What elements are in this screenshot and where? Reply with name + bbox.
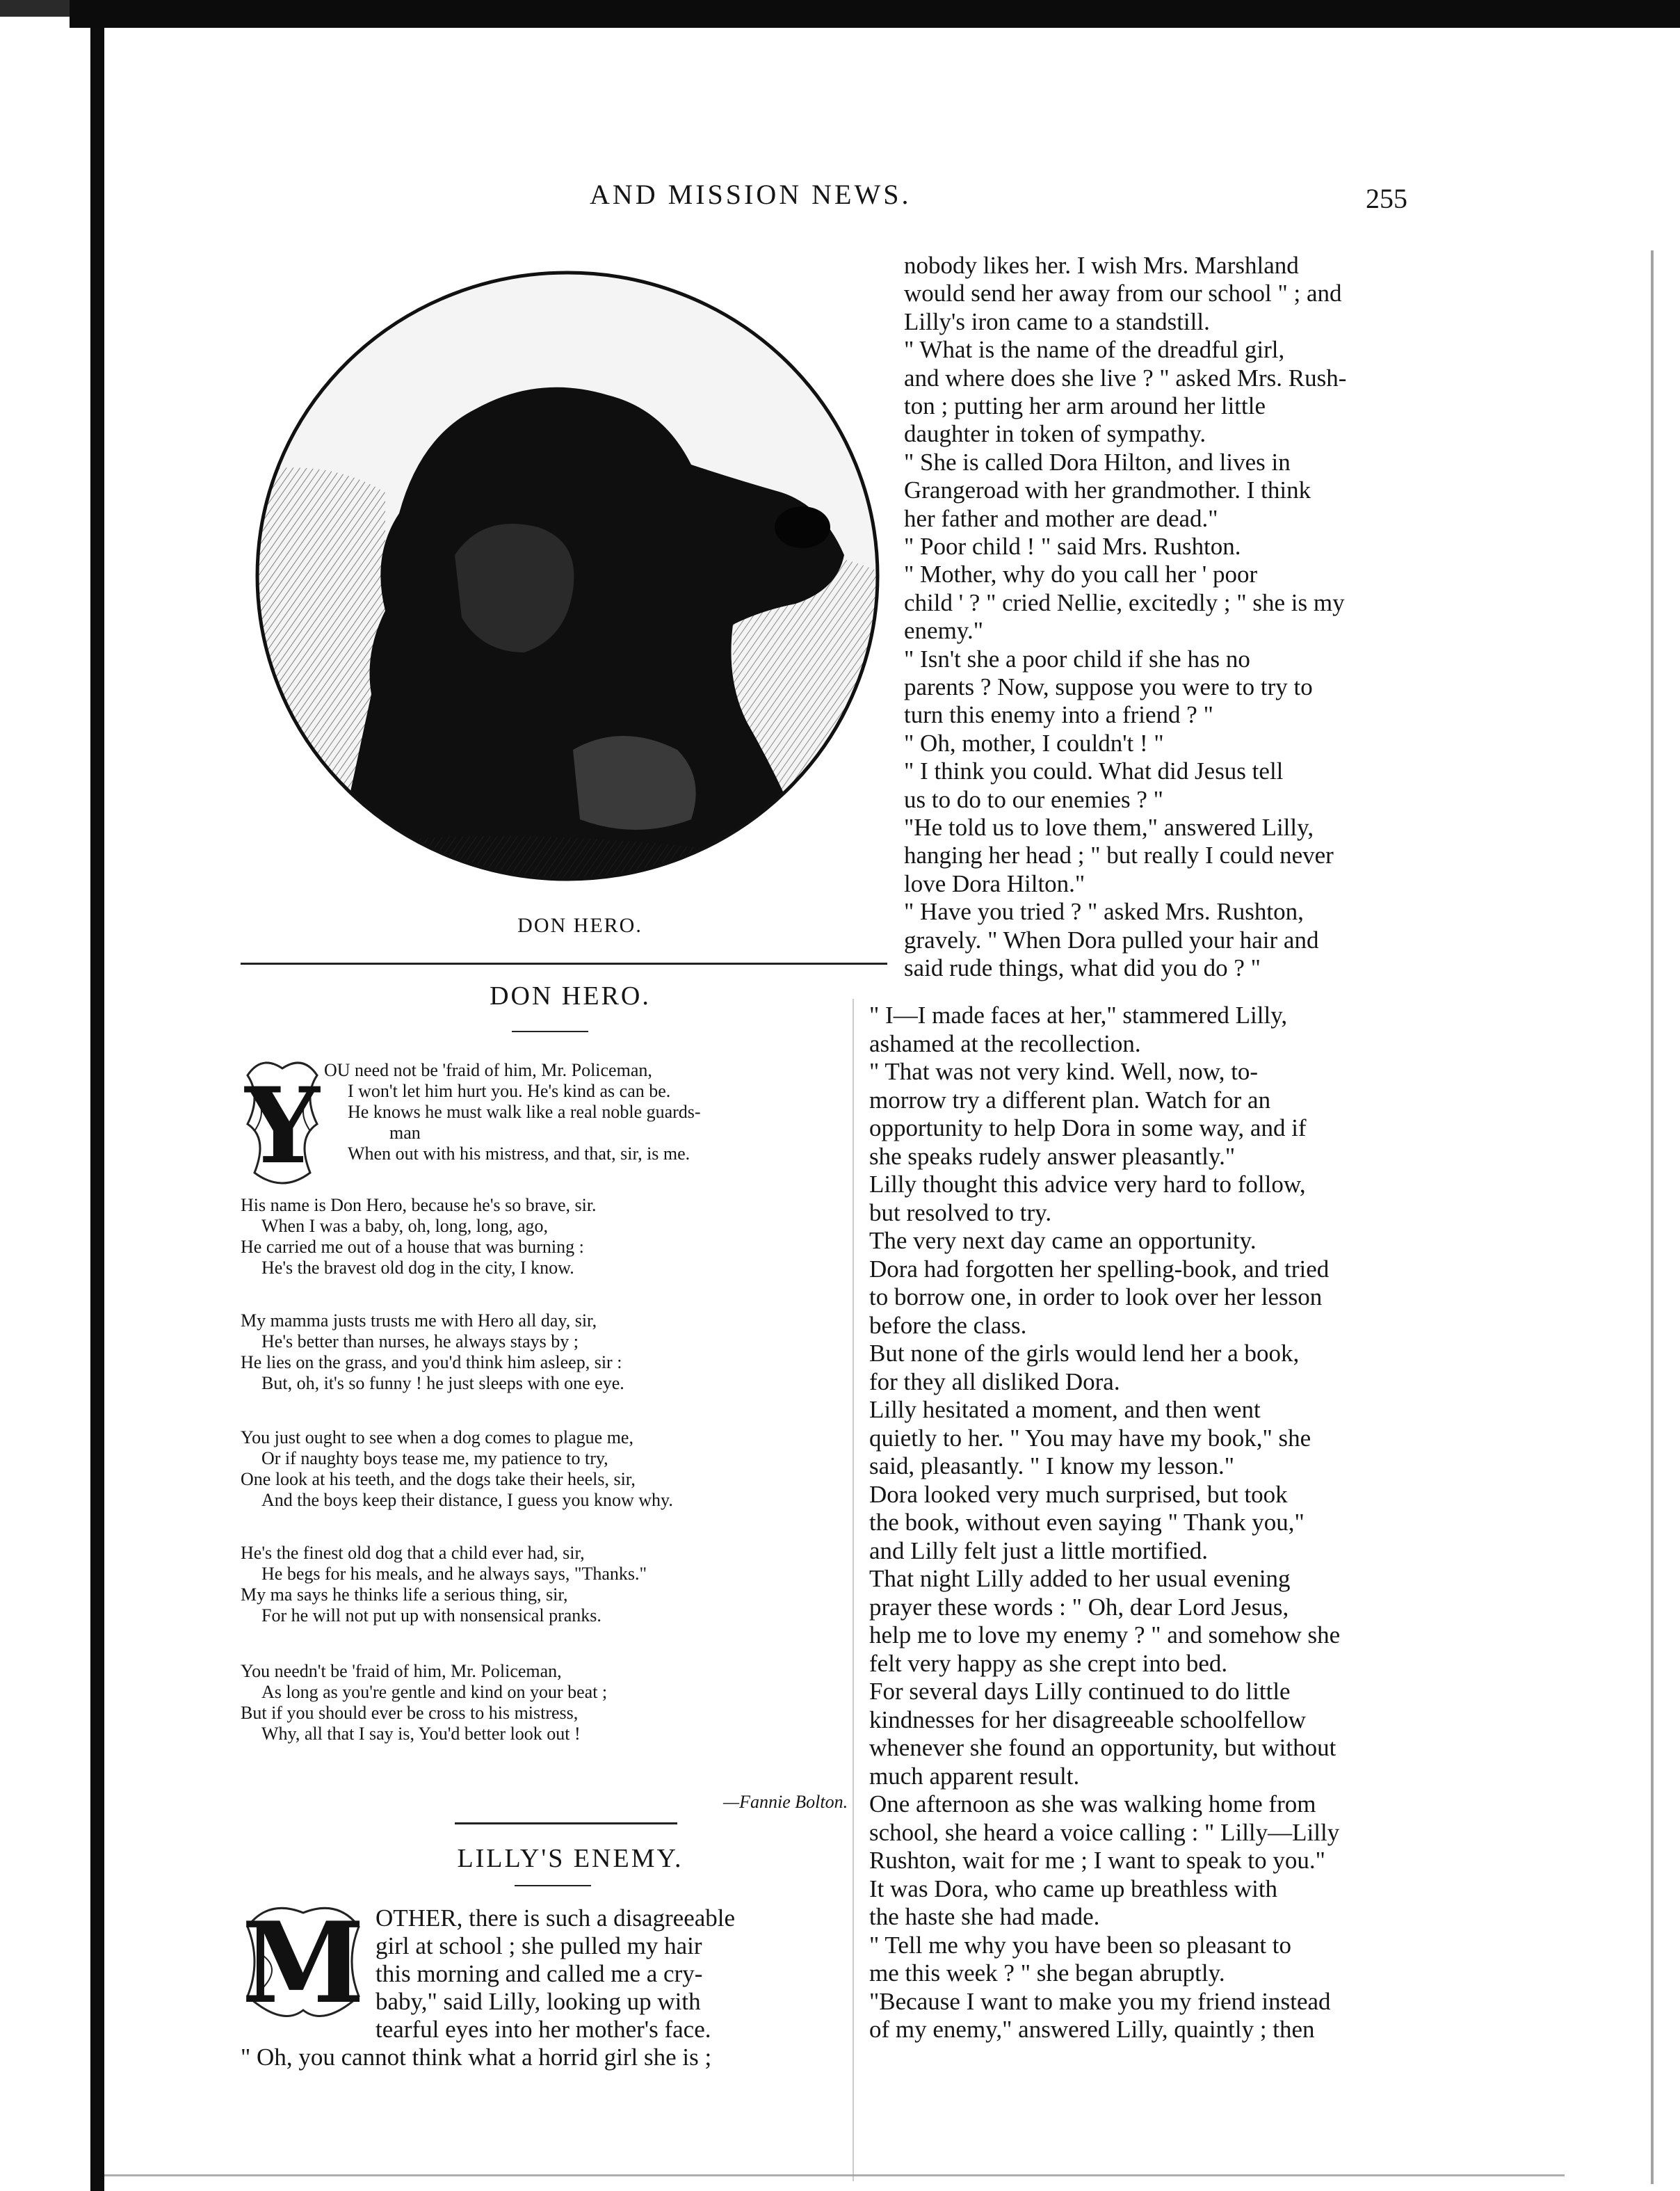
text-line: The very next day came an opportunity.	[869, 1227, 1257, 1254]
running-head: AND MISSION NEWS.	[590, 179, 912, 210]
poem-line: For he will not put up with nonsensical pranks.	[261, 1605, 601, 1626]
text-line: girl at school ; she pulled my hair	[375, 1932, 702, 1959]
text-line: much apparent result.	[869, 1762, 1080, 1790]
text-line: daughter in token of sympathy.	[904, 420, 1206, 448]
text-line: " Poor child ! " said Mrs. Rushton.	[904, 533, 1241, 560]
text-line: us to do to our enemies ? "	[904, 785, 1163, 813]
text-line: " Isn't she a poor child if she has no	[904, 645, 1250, 673]
text-line: " What is the name of the dreadful girl,	[904, 336, 1285, 364]
poem-line: He begs for his meals, and he always says, "Thanks."	[261, 1564, 647, 1584]
text-line: kindnesses for her disagreeable schoolfellow	[869, 1706, 1306, 1733]
text-line: For several days Lilly continued to do little	[869, 1678, 1291, 1705]
poem-line: When I was a baby, oh, long, long, ago,	[261, 1216, 549, 1236]
text-line: "He told us to love them," answered Lilly,	[904, 814, 1314, 841]
text-line: opportunity to help Dora in some way, and if	[869, 1114, 1307, 1141]
text-line: baby," said Lilly, looking up with	[375, 1988, 701, 2015]
text-line: "Because I want to make you my friend instead	[869, 1987, 1331, 2015]
text-line: " Oh, you cannot think what a horrid girl she is ;	[241, 2044, 712, 2071]
text-line: the haste she had made.	[869, 1903, 1100, 1930]
binding-edge	[90, 28, 104, 2191]
text-line: " I—I made faces at her," stammered Lilly,	[869, 1002, 1288, 1029]
section-rule	[241, 963, 887, 965]
text-line: Lilly thought this advice very hard to follow,	[869, 1171, 1306, 1198]
text-line: she speaks rudely answer pleasantly."	[869, 1142, 1236, 1170]
page-edge-top	[70, 0, 1680, 28]
poem-line: As long as you're gentle and kind on your beat ;	[261, 1682, 608, 1702]
poem-line: You just ought to see when a dog comes to plague me,	[241, 1427, 633, 1447]
poem-line: But if you should ever be cross to his mistress,	[241, 1703, 579, 1723]
poem-line: He lies on the grass, and you'd think him asleep, sir :	[241, 1352, 622, 1372]
text-line: said rude things, what did you do ? "	[904, 954, 1261, 981]
text-line: Dora had forgotten her spelling-book, and tried	[869, 1255, 1330, 1283]
story-dropcap: M	[241, 1897, 365, 2028]
poem-line: I won't let him hurt you. He's kind as can be.	[348, 1081, 671, 1101]
text-line: me this week ? " she began abruptly.	[869, 1959, 1225, 1987]
text-line: this morning and called me a cry-	[375, 1960, 703, 1987]
text-line: her father and mother are dead."	[904, 504, 1218, 532]
page-number: 255	[1366, 183, 1407, 214]
poem-title: DON HERO.	[490, 981, 651, 1011]
page-edge-bottom	[104, 2174, 1565, 2176]
poem-author: —Fannie Bolton.	[723, 1792, 848, 1812]
text-line: Dora looked very much surprised, but took	[869, 1480, 1288, 1508]
column-divider	[853, 999, 854, 2181]
text-line: felt very happy as she crept into bed.	[869, 1649, 1228, 1677]
text-line: turn this enemy into a friend ? "	[904, 701, 1213, 729]
poem-line: His name is Don Hero, because he's so brave, sir.	[241, 1195, 597, 1215]
dog-portrait-icon	[246, 263, 889, 889]
text-line: the book, without even saying " Thank you,"	[869, 1509, 1305, 1536]
text-line: for they all disliked Dora.	[869, 1367, 1120, 1395]
poem-line: He's better than nurses, he always stays by ;	[261, 1331, 579, 1351]
text-line: of my enemy," answered Lilly, quaintly ; then	[869, 2016, 1315, 2043]
text-line: to borrow one, in order to look over her lesson	[869, 1283, 1323, 1310]
text-line: and where does she live ? " asked Mrs. Rush-	[904, 364, 1347, 392]
text-line: help me to love my enemy ? " and somehow she	[869, 1621, 1341, 1648]
story-title: LILLY'S ENEMY.	[457, 1844, 684, 1873]
poem-line: My ma says he thinks life a serious thing, sir,	[241, 1584, 568, 1605]
poem-line: When out with his mistress, and that, sir, is me.	[348, 1143, 690, 1164]
text-line: child ' ? " cried Nellie, excitedly ; " she is my	[904, 588, 1345, 616]
text-line: hanging her head ; " but really I could never	[904, 842, 1334, 869]
title-rule	[515, 1885, 591, 1886]
poem-line: And the boys keep their distance, I guess you know why.	[261, 1490, 673, 1510]
poem-line: But, oh, it's so funny ! he just sleeps with one eye.	[261, 1373, 624, 1393]
illustration-caption: DON HERO.	[517, 914, 643, 937]
text-line: love Dora Hilton."	[904, 869, 1085, 897]
text-line: parents ? Now, suppose you were to try to	[904, 673, 1313, 700]
poem-line: My mamma justs trusts me with Hero all day, sir,	[241, 1310, 597, 1331]
text-line: said, pleasantly. " I know my lesson."	[869, 1452, 1234, 1479]
text-line: prayer these words : " Oh, dear Lord Jesus,	[869, 1593, 1289, 1621]
text-line: It was Dora, who came up breathless with	[869, 1875, 1278, 1902]
text-line: Lilly hesitated a moment, and then went	[869, 1396, 1261, 1423]
text-line: school, she heard a voice calling : " Lilly—Lilly	[869, 1818, 1340, 1846]
text-line: Rushton, wait for me ; I want to speak to you."	[869, 1847, 1325, 1874]
text-line: would send her away from our school " ; and	[904, 280, 1342, 307]
text-line: and Lilly felt just a little mortified.	[869, 1536, 1208, 1564]
text-line: " She is called Dora Hilton, and lives in	[904, 448, 1291, 476]
text-line: OTHER, there is such a disagreeable	[375, 1904, 736, 1932]
text-line: but resolved to try.	[869, 1198, 1052, 1226]
text-line: " I think you could. What did Jesus tell	[904, 757, 1284, 785]
text-line: " Tell me why you have been so pleasant to	[869, 1931, 1292, 1959]
poem-line: man	[389, 1123, 421, 1143]
text-line: Lilly's iron came to a standstill.	[904, 307, 1210, 335]
text-line: enemy."	[904, 617, 984, 645]
text-line: " Oh, mother, I couldn't ! "	[904, 729, 1164, 757]
poem-line: He's the bravest old dog in the city, I know.	[261, 1258, 574, 1278]
text-line: Grangeroad with her grandmother. I think	[904, 476, 1311, 504]
section-rule	[455, 1822, 677, 1824]
text-line: " That was not very kind. Well, now, to-	[869, 1058, 1259, 1085]
text-line: quietly to her. " You may have my book," she	[869, 1424, 1311, 1452]
poem-line: Why, all that I say is, You'd better look out !	[261, 1724, 581, 1744]
title-rule	[512, 1031, 588, 1032]
poem-line: He carried me out of a house that was burning :	[241, 1237, 584, 1257]
text-line: nobody likes her. I wish Mrs. Marshland	[904, 252, 1299, 279]
poem-dropcap: Y	[241, 1054, 324, 1198]
text-line: before the class.	[869, 1311, 1027, 1339]
page-edge-right	[1651, 250, 1654, 2184]
poem-line: One look at his teeth, and the dogs take their heels, sir,	[241, 1469, 636, 1489]
poem-line: OU need not be 'fraid of him, Mr. Policeman,	[324, 1060, 652, 1080]
text-line: whenever she found an opportunity, but without	[869, 1734, 1336, 1761]
text-line: One afternoon as she was walking home from	[869, 1790, 1316, 1817]
poem-line: He knows he must walk like a real noble guards-	[348, 1102, 701, 1122]
text-line: That night Lilly added to her usual evening	[869, 1565, 1291, 1592]
text-line: " Mother, why do you call her ' poor	[904, 561, 1258, 588]
text-line: tearful eyes into her mother's face.	[375, 2016, 711, 2043]
text-line: ton ; putting her arm around her little	[904, 392, 1266, 419]
poem-line: You needn't be 'fraid of him, Mr. Policeman,	[241, 1661, 562, 1681]
poem-line: Or if naughty boys tease me, my patience to try,	[261, 1448, 608, 1468]
poem-line: He's the finest old dog that a child ever had, sir,	[241, 1543, 585, 1563]
text-line: morrow try a different plan. Watch for an	[869, 1086, 1271, 1114]
text-line: But none of the girls would lend her a book,	[869, 1340, 1300, 1367]
text-line: ashamed at the recollection.	[869, 1029, 1141, 1057]
text-line: gravely. " When Dora pulled your hair and	[904, 926, 1319, 954]
text-line: " Have you tried ? " asked Mrs. Rushton,	[904, 898, 1304, 926]
